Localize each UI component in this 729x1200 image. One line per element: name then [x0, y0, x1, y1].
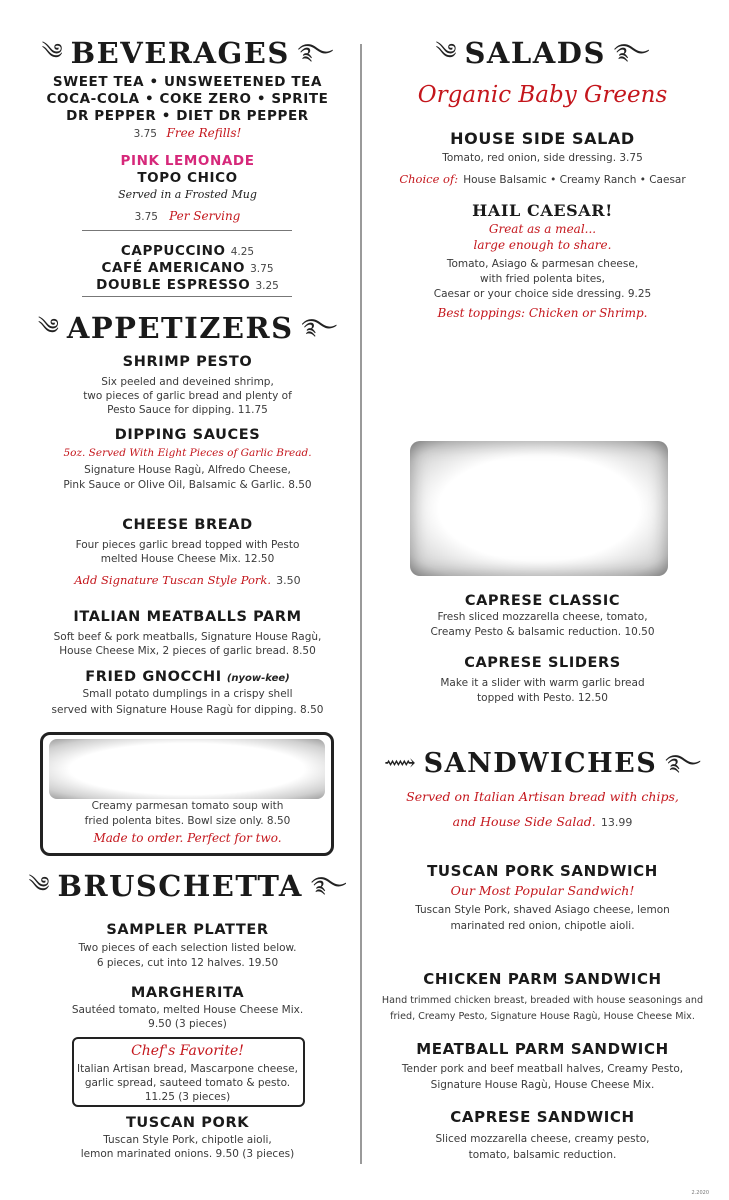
caprese-sliders-title: CAPRESE SLIDERS — [464, 655, 621, 671]
tuscan-pork-sandwich-title: TUSCAN PORK SANDWICH — [427, 862, 658, 880]
hail-caesar-desc: Tomato, Asiago & parmesan cheese, — [446, 258, 639, 270]
caprese-sandwich-desc: tomato, balsamic reduction. — [468, 1149, 617, 1161]
chicken-parm-sandwich-desc: fried, Creamy Pesto, Signature House Ragù, House Cheese Mix. — [390, 1011, 695, 1022]
pink-lemonade: PINK LEMONADE — [120, 153, 255, 169]
beverages-title: BEVERAGES — [70, 36, 290, 70]
appetizers-title: APPETIZERS — [66, 311, 294, 345]
tuscan-pork-sandwich-desc: Tuscan Style Pork, shaved Asiago cheese, lemon — [415, 904, 670, 916]
bruschetta-title: BRUSCHETTA — [57, 869, 303, 903]
salads-title: SALADS — [464, 36, 606, 70]
meatball-parm-sandwich-title: MEATBALL PARM SANDWICH — [416, 1040, 669, 1058]
scroll-ornament-icon: ⟿ — [384, 750, 416, 776]
hail-caesar-desc: Caesar or your choice side dressing. 9.25 — [433, 288, 652, 300]
cheese-bread-addon-row — [30, 569, 345, 588]
caprese-sandwich-title: CAPRESE SANDWICH — [450, 1108, 635, 1126]
caprese-classic-desc: Creamy Pesto & balsamic reduction. 10.50 — [430, 626, 655, 638]
soup-image-placeholder — [49, 739, 325, 799]
cheese-bread-desc: Four pieces garlic bread topped with Pesto — [75, 539, 300, 551]
scroll-ornament-icon: ༄ — [41, 40, 63, 65]
tuscan-pork-sandwich-note: Our Most Popular Sandwich! — [450, 883, 635, 898]
soup-desc: fried polenta bites. Bowl size only. 8.50 — [84, 815, 291, 827]
caprese-sliders-desc: topped with Pesto. 12.50 — [477, 692, 608, 704]
scroll-ornament-icon: ࿐ — [297, 40, 334, 65]
scroll-ornament-icon: ༄ — [28, 873, 50, 898]
salads-subtitle: Organic Baby Greens — [417, 82, 668, 108]
coffee-row — [30, 274, 345, 293]
coffee-name: CAPPUCCINO — [120, 243, 226, 259]
hail-caesar-note: Great as a meal... — [488, 222, 597, 236]
soft-drinks-line: SWEET TEA • UNSWEETENED TEA — [52, 74, 323, 90]
sandwiches-header — [375, 748, 710, 779]
coffee-name: CAFÉ AMERICANO — [101, 260, 246, 276]
fried-gnocchi-desc: served with Signature House Ragù for dipping. 8.50 — [51, 704, 324, 716]
scroll-ornament-icon: ༄ — [37, 315, 59, 340]
margherita-desc: Sautéed tomato, melted House Cheese Mix. — [71, 1004, 304, 1016]
appetizers-header — [30, 311, 345, 345]
shrimp-pesto-title: SHRIMP PESTO — [122, 354, 253, 370]
chefs-favorite-desc: 11.25 (3 pieces) — [144, 1091, 231, 1103]
fried-gnocchi-heading — [30, 666, 345, 685]
soft-drinks-price: 3.75 — [133, 128, 157, 140]
dressing-choice-label: Choice of: — [399, 172, 459, 186]
cheese-bread-addon: Add Signature Tuscan Style Pork. — [74, 573, 272, 587]
chefs-favorite-title: Chef's Favorite! — [131, 1043, 244, 1059]
tuscan-pork-desc: lemon marinated onions. 9.50 (3 pieces) — [80, 1148, 295, 1160]
column-divider — [360, 44, 362, 1164]
soup-desc: Creamy parmesan tomato soup with — [91, 800, 284, 812]
print-date-footnote: 2.2020 — [691, 1190, 709, 1196]
house-dressing-row — [375, 168, 710, 188]
margherita-title: MARGHERITA — [130, 985, 245, 1001]
tuscan-pork-title: TUSCAN PORK — [125, 1115, 250, 1131]
chefs-favorite-desc: Italian Artisan bread, Mascarpone cheese, — [77, 1063, 298, 1075]
fried-gnocchi-title: FRIED GNOCCHI — [85, 669, 222, 685]
sampler-platter-title: SAMPLER PLATTER — [106, 922, 269, 938]
beverages-header — [30, 36, 345, 70]
coffee-name: DOUBLE ESPRESSO — [96, 277, 251, 293]
frosted-mug-note: Served in a Frosted Mug — [118, 188, 257, 201]
bruschetta-header — [30, 869, 345, 903]
tuscan-pork-desc: Tuscan Style Pork, chipotle aioli, — [103, 1134, 272, 1146]
frosted-price: 3.75 — [134, 211, 158, 223]
hail-caesar-note: large enough to share. — [473, 238, 612, 252]
sandwiches-price: 13.99 — [600, 816, 633, 829]
sandwiches-note: Served on Italian Artisan bread with chips, — [406, 789, 679, 804]
tuscan-pork-sandwich-desc: marinated red onion, chipotle aioli. — [450, 920, 635, 932]
divider-rule — [82, 296, 292, 297]
meatball-parm-sandwich-desc: Signature House Ragù, House Cheese Mix. — [430, 1079, 655, 1091]
dressing-choices: House Balsamic • Creamy Ranch • Caesar — [463, 174, 686, 186]
dipping-sauces-note: 5oz. Served With Eight Pieces of Garlic Bread. — [63, 447, 312, 459]
caprese-sandwich-desc: Sliced mozzarella cheese, creamy pesto, — [435, 1133, 650, 1145]
sampler-platter-desc: 6 pieces, cut into 12 halves. 19.50 — [96, 957, 279, 969]
hail-caesar-title: HAIL CAESAR! — [472, 201, 613, 220]
dipping-sauces-desc: Pink Sauce or Olive Oil, Balsamic & Garlic. 8.50 — [63, 479, 312, 491]
scroll-ornament-icon: ༄ — [435, 40, 457, 65]
house-side-salad-desc: Tomato, red onion, side dressing. 3.75 — [442, 152, 643, 164]
coffee-price: 3.25 — [255, 280, 279, 292]
fried-gnocchi-desc: Small potato dumplings in a crispy shell — [82, 688, 293, 700]
divider-rule — [82, 230, 292, 231]
scroll-ornament-icon: ࿐ — [613, 40, 650, 65]
meatball-parm-sandwich-desc: Tender pork and beef meatball halves, Creamy Pesto, — [401, 1063, 684, 1075]
chefs-favorite-desc: garlic spread, sauteed tomato & pesto. — [84, 1077, 291, 1089]
per-serving-note: Per Serving — [169, 209, 241, 223]
salads-header — [375, 36, 710, 70]
coffee-price: 4.25 — [230, 246, 255, 258]
shrimp-pesto-desc: Six peeled and deveined shrimp, — [101, 376, 274, 388]
coffee-price: 3.75 — [250, 263, 274, 275]
hail-caesar-toppings: Best toppings: Chicken or Shrimp. — [437, 306, 648, 320]
scroll-ornament-icon: ࿐ — [310, 873, 347, 898]
caprese-classic-title: CAPRESE CLASSIC — [464, 593, 621, 609]
soft-drinks-line: COCA-COLA • COKE ZERO • SPRITE — [46, 91, 329, 107]
soup-note: Made to order. Perfect for two. — [93, 831, 282, 845]
cheese-bread-desc: melted House Cheese Mix. 12.50 — [100, 553, 275, 565]
cheese-bread-addon-price: 3.50 — [276, 574, 301, 587]
free-refills-note: Free Refills! — [166, 126, 242, 140]
soft-drinks-price-row — [30, 126, 345, 140]
sandwiches-note-row — [375, 811, 710, 830]
fried-gnocchi-pronunciation: (nyow-kee) — [226, 673, 290, 684]
caprese-classic-desc: Fresh sliced mozzarella cheese, tomato, — [437, 611, 648, 623]
sandwiches-title: SANDWICHES — [423, 748, 658, 779]
meatballs-parm-title: ITALIAN MEATBALLS PARM — [73, 609, 302, 625]
salad-image-placeholder — [410, 441, 668, 576]
house-side-salad-title: HOUSE SIDE SALAD — [450, 129, 635, 148]
margherita-desc: 9.50 (3 pieces) — [148, 1018, 227, 1030]
dipping-sauces-desc: Signature House Ragù, Alfredo Cheese, — [84, 464, 291, 476]
meatballs-parm-desc: Soft beef & pork meatballs, Signature House Ragù, — [53, 631, 322, 643]
frosted-price-row — [30, 205, 345, 224]
soft-drinks-line: DR PEPPER • DIET DR PEPPER — [66, 108, 309, 124]
hail-caesar-desc: with fried polenta bites, — [480, 273, 605, 285]
shrimp-pesto-desc: two pieces of garlic bread and plenty of — [83, 390, 292, 402]
sampler-platter-desc: Two pieces of each selection listed below. — [78, 942, 297, 954]
scroll-ornament-icon: ࿐ — [301, 315, 338, 340]
sandwiches-note: and House Side Salad. — [452, 814, 596, 829]
cheese-bread-title: CHEESE BREAD — [122, 517, 253, 533]
left-column — [30, 0, 345, 1200]
chicken-parm-sandwich-title: CHICKEN PARM SANDWICH — [423, 970, 662, 988]
chicken-parm-sandwich-desc: Hand trimmed chicken breast, breaded with house seasonings and — [381, 995, 704, 1006]
caprese-sliders-desc: Make it a slider with warm garlic bread — [440, 677, 645, 689]
scroll-ornament-icon: ࿐ — [665, 750, 701, 776]
topo-chico: TOPO CHICO — [137, 170, 238, 186]
dipping-sauces-title: DIPPING SAUCES — [114, 427, 261, 443]
meatballs-parm-desc: House Cheese Mix, 2 pieces of garlic bread. 8.50 — [59, 645, 316, 657]
shrimp-pesto-desc: Pesto Sauce for dipping. 11.75 — [107, 404, 268, 416]
